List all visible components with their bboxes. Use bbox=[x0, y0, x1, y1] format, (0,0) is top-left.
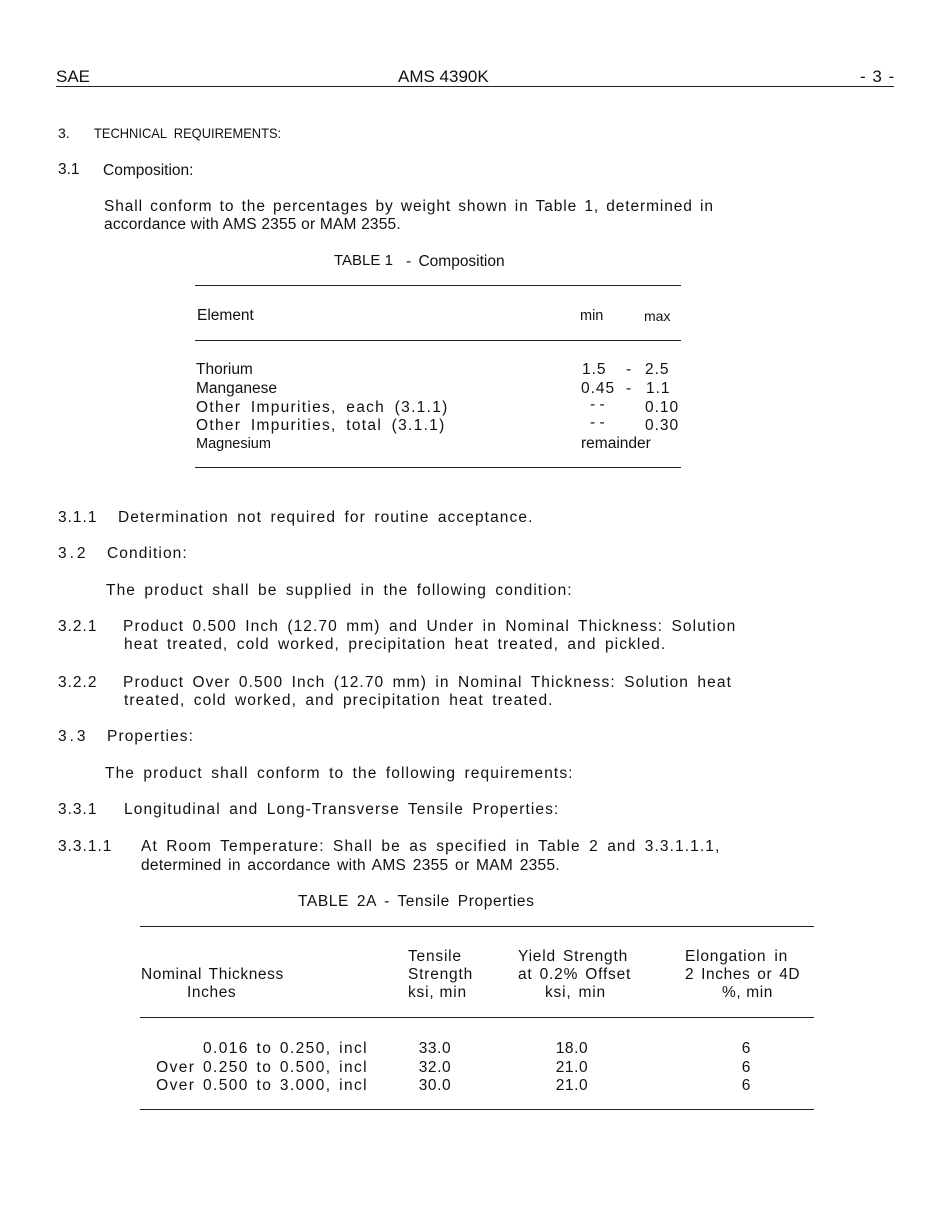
section-3-3-1-1-line1: At Room Temperature: Shall be as specified in Table 2 and 3.3.1.1.1, bbox=[141, 838, 721, 855]
table1-cell-max: 0.10 bbox=[645, 399, 680, 416]
table1-cell-max: 0.30 bbox=[645, 417, 680, 434]
section-3-2-number: 3.2 bbox=[58, 545, 89, 562]
table1-header-max: max bbox=[644, 308, 671, 324]
table1-cell-min: - - bbox=[590, 414, 605, 431]
table2a-cell-tensile: 33.0 bbox=[418, 1040, 452, 1057]
table2a-cell-thickness: Over 0.500 to 3.000, incl bbox=[156, 1077, 368, 1094]
section-3-2-title: Condition: bbox=[107, 545, 188, 562]
section-3-3-number: 3.3 bbox=[58, 728, 89, 745]
section-3-2-1-number: 3.2.1 bbox=[58, 618, 98, 635]
section-3-number: 3. bbox=[58, 125, 70, 141]
table2a-cell-elongation: 6 bbox=[741, 1059, 751, 1076]
section-3-1-text-line1: Shall conform to the percentages by weight shown in Table 1, determined in bbox=[104, 198, 714, 215]
table1-caption-title: - Composition bbox=[406, 253, 505, 270]
section-3-1-1-number: 3.1.1 bbox=[58, 509, 98, 526]
table2a-cell-elongation: 6 bbox=[741, 1077, 751, 1094]
header-doc-number: AMS 4390K bbox=[398, 67, 489, 86]
table2a-bottom-rule bbox=[140, 1109, 814, 1110]
table2a-cell-thickness: Over 0.250 to 0.500, incl bbox=[156, 1059, 368, 1076]
section-3-2-intro: The product shall be supplied in the following condition: bbox=[106, 582, 573, 599]
table2a-header-yield: Yield Strength bbox=[518, 948, 628, 965]
header-rule bbox=[56, 86, 894, 87]
section-3-3-intro: The product shall conform to the following requirements: bbox=[105, 765, 574, 782]
table1-header-element: Element bbox=[197, 307, 254, 324]
table2a-header-elongation: Elongation in bbox=[685, 948, 789, 965]
section-3-title: TECHNICAL REQUIREMENTS: bbox=[94, 125, 282, 141]
section-3-1-text-line2: accordance with AMS 2355 or MAM 2355. bbox=[104, 216, 401, 233]
table2a-header-tensile: Tensile bbox=[408, 948, 462, 965]
table1-cell-element: Other Impurities, total (3.1.1) bbox=[196, 417, 446, 434]
table1-top-rule bbox=[195, 285, 681, 286]
section-3-2-1-line2: heat treated, cold worked, precipitation heat treated, and pickled. bbox=[124, 636, 667, 653]
section-3-2-2-number: 3.2.2 bbox=[58, 674, 98, 691]
table1-cell-element: Magnesium bbox=[196, 436, 271, 452]
section-3-2-2-line1: Product Over 0.500 Inch (12.70 mm) in Nominal Thickness: Solution heat bbox=[123, 674, 732, 691]
section-3-3-1-1-line2: determined in accordance with AMS 2355 or MAM 2355. bbox=[141, 857, 561, 874]
table2a-cell-thickness: 0.016 to 0.250, incl bbox=[203, 1040, 368, 1057]
table1-header-rule bbox=[195, 340, 681, 341]
header-left: SAE bbox=[56, 67, 91, 86]
table1-cell-dash: - bbox=[626, 361, 632, 378]
table2a-cell-tensile: 32.0 bbox=[418, 1059, 452, 1076]
table1-caption-label: TABLE 1 bbox=[334, 252, 393, 269]
table2a-header-elongation: 2 Inches or 4D bbox=[685, 966, 801, 983]
table1-cell-element: Thorium bbox=[196, 361, 253, 378]
table2a-cell-elongation: 6 bbox=[741, 1040, 751, 1057]
section-3-3-1-text: Longitudinal and Long-Transverse Tensile Properties: bbox=[124, 801, 560, 818]
table2a-header-tensile: Strength bbox=[408, 966, 473, 983]
table1-cell-element: Other Impurities, each (3.1.1) bbox=[196, 399, 449, 416]
table2a-header-yield: ksi, min bbox=[545, 984, 606, 1001]
header-page-number: - 3 - bbox=[860, 67, 896, 86]
table2a-cell-yield: 18.0 bbox=[555, 1040, 589, 1057]
table2a-header-yield: at 0.2% Offset bbox=[518, 966, 632, 983]
section-3-1-title: Composition: bbox=[103, 162, 194, 179]
table1-cell-min: remainder bbox=[581, 435, 651, 452]
section-3-1-number: 3.1 bbox=[58, 161, 80, 178]
table2a-caption: TABLE 2A - Tensile Properties bbox=[298, 893, 535, 910]
table2a-header-thickness-unit: Inches bbox=[187, 984, 237, 1001]
table2a-header-tensile: ksi, min bbox=[408, 984, 467, 1001]
table2a-header-rule bbox=[140, 1017, 814, 1018]
table1-cell-max: 1.1 bbox=[646, 380, 671, 397]
section-3-3-1-number: 3.3.1 bbox=[58, 801, 98, 818]
section-3-2-1-line1: Product 0.500 Inch (12.70 mm) and Under in Nominal Thickness: Solution bbox=[123, 618, 737, 635]
table2a-cell-yield: 21.0 bbox=[555, 1077, 589, 1094]
table1-cell-dash: - bbox=[626, 380, 632, 397]
table1-cell-min: 0.45 bbox=[581, 380, 616, 397]
table2a-top-rule bbox=[140, 926, 814, 927]
section-3-3-title: Properties: bbox=[107, 728, 195, 745]
table2a-header-thickness: Nominal Thickness bbox=[141, 966, 284, 983]
section-3-2-2-line2: treated, cold worked, and precipitation heat treated. bbox=[124, 692, 554, 709]
table2a-header-elongation: %, min bbox=[722, 984, 773, 1001]
table2a-cell-yield: 21.0 bbox=[555, 1059, 589, 1076]
section-3-1-1-text: Determination not required for routine acceptance. bbox=[118, 509, 534, 526]
table2a-cell-tensile: 30.0 bbox=[418, 1077, 452, 1094]
table1-bottom-rule bbox=[195, 467, 681, 468]
table1-header-min: min bbox=[580, 308, 604, 324]
table1-cell-element: Manganese bbox=[196, 380, 278, 397]
table1-cell-max: 2.5 bbox=[645, 361, 670, 378]
table1-cell-min: - - bbox=[590, 396, 605, 413]
section-3-3-1-1-number: 3.3.1.1 bbox=[58, 838, 113, 855]
table1-cell-min: 1.5 bbox=[582, 361, 607, 378]
